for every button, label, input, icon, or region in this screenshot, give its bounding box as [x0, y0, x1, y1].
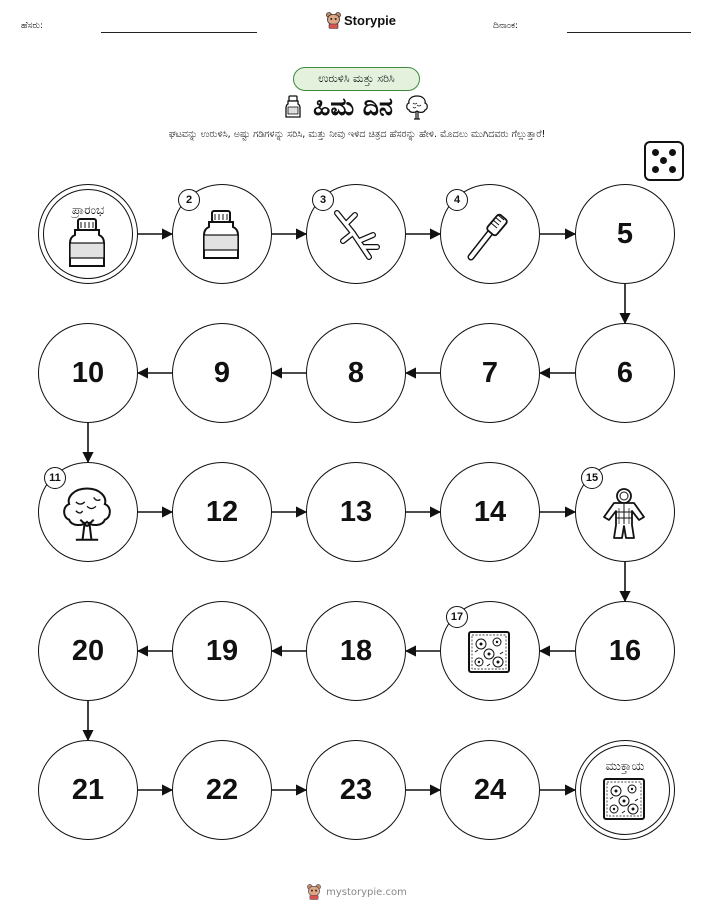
- board-space-4[interactable]: [440, 184, 540, 284]
- board-space-23[interactable]: [306, 740, 406, 840]
- board-space-3[interactable]: [306, 184, 406, 284]
- quilt-icon: [602, 777, 646, 825]
- space-number: 24: [473, 773, 507, 806]
- board-space-14[interactable]: [440, 462, 540, 562]
- board-space-22[interactable]: [172, 740, 272, 840]
- finish-label: ಮುಕ್ತಾಯ: [605, 759, 645, 773]
- instructions: ಘಟವನ್ನು ಉರುಳಿಸಿ, ಅಷ್ಟು ಗಡಿಗಳನ್ನು ಸರಿಸಿ, ಮತ್ತು ನೀವು ಇಳಿದ ಚಿತ್ರದ ಹೆಸರನ್ನು ಹೇಳಿ. ಮೊದಲು ಮುಗಿದವರು ಗೆಲ್ಲುತ್ತಾರೆ!: [168, 129, 546, 140]
- footer: [0, 884, 714, 900]
- board-space-16[interactable]: [575, 601, 675, 701]
- start-label: ಪ್ರಾರಂಭ: [71, 203, 105, 217]
- quilt-icon: [467, 630, 511, 678]
- space-number-badge: 2: [178, 189, 200, 211]
- board-space-18[interactable]: [306, 601, 406, 701]
- space-number-badge: 17: [446, 606, 468, 628]
- board-space-6[interactable]: [575, 323, 675, 423]
- space-number-badge: 15: [581, 467, 603, 489]
- board-space-2[interactable]: [172, 184, 272, 284]
- brand-name: Storypie: [344, 13, 397, 28]
- space-number: 16: [608, 634, 642, 667]
- board-space-20[interactable]: [38, 601, 138, 701]
- space-number: 10: [71, 356, 105, 389]
- space-number: 23: [339, 773, 373, 806]
- name-label: ಹೆಸರು:: [21, 21, 44, 31]
- board-space-9[interactable]: [172, 323, 272, 423]
- board-space-8[interactable]: [306, 323, 406, 423]
- space-number: 12: [205, 495, 239, 528]
- subtitle-pill: ಉರುಳಿಸಿ ಮತ್ತು ಸರಿಸಿ: [293, 67, 420, 91]
- board-space-17[interactable]: [440, 601, 540, 701]
- space-number: 22: [205, 773, 239, 806]
- twig-icon: [329, 209, 381, 265]
- date-label: ದಿನಾಂಕ:: [493, 21, 519, 31]
- title-text: ಹಿಮ ದಿನ: [313, 92, 393, 121]
- space-number: 14: [473, 495, 507, 528]
- board-space-15[interactable]: [575, 462, 675, 562]
- board-space-21[interactable]: [38, 740, 138, 840]
- finish-space[interactable]: [575, 740, 675, 840]
- space-number: 18: [339, 634, 373, 667]
- space-number: 21: [71, 773, 105, 806]
- board-space-13[interactable]: [306, 462, 406, 562]
- space-number: 8: [347, 356, 365, 389]
- space-number: 20: [71, 634, 105, 667]
- board-space-19[interactable]: [172, 601, 272, 701]
- space-number-badge: 3: [312, 189, 334, 211]
- space-number: 19: [205, 634, 239, 667]
- board-space-7[interactable]: [440, 323, 540, 423]
- bottle-icon: [201, 209, 241, 265]
- space-number: 7: [481, 356, 499, 389]
- snowsuit-icon: [600, 486, 648, 544]
- board-space-12[interactable]: [172, 462, 272, 562]
- mascot-icon: [307, 884, 321, 900]
- board-space-24[interactable]: [440, 740, 540, 840]
- space-number-badge: 4: [446, 189, 468, 211]
- space-number: 6: [616, 356, 634, 389]
- tree-icon: [58, 484, 116, 546]
- space-number: 5: [616, 217, 634, 250]
- bottle-icon: [67, 217, 107, 273]
- brush-icon: [463, 209, 515, 265]
- start-space[interactable]: [38, 184, 138, 284]
- space-number-badge: 11: [44, 467, 66, 489]
- space-number: 9: [213, 356, 231, 389]
- board-space-10[interactable]: [38, 323, 138, 423]
- board-space-11[interactable]: [38, 462, 138, 562]
- space-number: 13: [339, 495, 373, 528]
- board-space-5[interactable]: [575, 184, 675, 284]
- footer-url: mystorypie.com: [326, 886, 407, 898]
